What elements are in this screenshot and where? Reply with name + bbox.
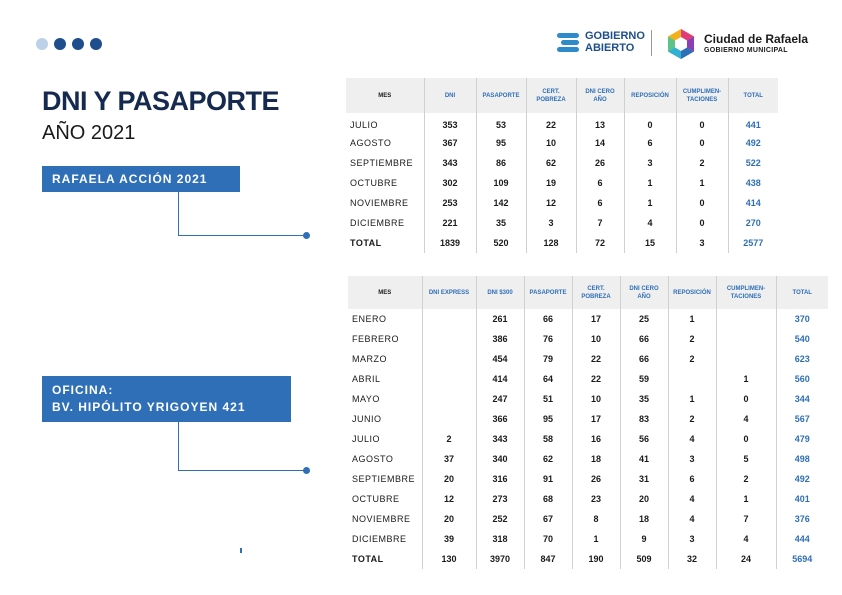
column-header: REPOSICIÓN xyxy=(624,78,676,113)
ga-line1: GOBIERNO xyxy=(585,30,645,42)
month-cell: JUNIO xyxy=(352,414,382,424)
table-cell: 3 xyxy=(624,153,676,173)
table-cell: 25 xyxy=(620,309,668,329)
month-cell: FEBRERO xyxy=(352,334,400,344)
ciudad-name: Ciudad de Rafaela xyxy=(704,32,809,46)
section2-connector-dot xyxy=(303,467,310,474)
column-header: DNI $300 xyxy=(476,276,524,309)
table-cell: 509 xyxy=(620,549,668,569)
table-cell: 18 xyxy=(620,509,668,529)
month-cell: OCTUBRE xyxy=(350,178,398,188)
month-cell: JULIO xyxy=(350,120,379,130)
dot-4 xyxy=(90,38,102,50)
table-cell: 91 xyxy=(524,469,572,489)
month-cell: TOTAL xyxy=(352,554,384,564)
table-cell: 6 xyxy=(576,193,624,213)
table-row xyxy=(348,489,828,509)
table-cell: 252 xyxy=(476,509,524,529)
table-cell: 10 xyxy=(526,133,576,153)
table-row xyxy=(348,329,828,349)
table-cell: 0 xyxy=(716,389,776,409)
table-cell: 847 xyxy=(524,549,572,569)
table-cell: 0 xyxy=(716,429,776,449)
table-cell xyxy=(422,409,476,429)
table-cell: 560 xyxy=(776,369,828,389)
table-cell: 1839 xyxy=(424,233,476,253)
table-cell: 16 xyxy=(572,429,620,449)
table-cell: 20 xyxy=(422,509,476,529)
table-cell: 10 xyxy=(572,329,620,349)
table-cell: 7 xyxy=(576,213,624,233)
table-cell: 64 xyxy=(524,369,572,389)
table-cell: 340 xyxy=(476,449,524,469)
table-row xyxy=(346,193,778,213)
table-cell: 344 xyxy=(776,389,828,409)
table-cell: 316 xyxy=(476,469,524,489)
table-cell: 2 xyxy=(668,409,716,429)
section2-label xyxy=(42,376,291,422)
table-cell: 540 xyxy=(776,329,828,349)
month-cell: JULIO xyxy=(352,434,381,444)
table-cell: 261 xyxy=(476,309,524,329)
table-cell: 83 xyxy=(620,409,668,429)
table-cell: 32 xyxy=(668,549,716,569)
month-cell: TOTAL xyxy=(350,238,382,248)
table-cell: 1 xyxy=(676,173,728,193)
total-row xyxy=(348,549,828,569)
table-cell: 221 xyxy=(424,213,476,233)
table-cell: 454 xyxy=(476,349,524,369)
table-cell: 18 xyxy=(572,449,620,469)
section1-connector xyxy=(178,192,307,236)
table-row xyxy=(348,529,828,549)
table-cell: 353 xyxy=(424,113,476,133)
table-cell: 1 xyxy=(624,173,676,193)
column-header: CERT. POBREZA xyxy=(572,276,620,309)
table-cell xyxy=(716,329,776,349)
table-cell: 3 xyxy=(676,233,728,253)
table-cell: 5694 xyxy=(776,549,828,569)
table-cell: 70 xyxy=(524,529,572,549)
month-cell: SEPTIEMBRE xyxy=(350,158,414,168)
table-row xyxy=(346,113,778,133)
dot-2 xyxy=(54,38,66,50)
table-cell: 2 xyxy=(668,329,716,349)
table-cell xyxy=(422,349,476,369)
table-cell: 302 xyxy=(424,173,476,193)
column-header: DNI xyxy=(424,78,476,113)
table-cell xyxy=(668,369,716,389)
table-cell: 26 xyxy=(576,153,624,173)
table-cell: 498 xyxy=(776,449,828,469)
table-cell: 142 xyxy=(476,193,526,213)
table-cell: 24 xyxy=(716,549,776,569)
table-cell: 128 xyxy=(526,233,576,253)
table-cell: 444 xyxy=(776,529,828,549)
table-cell: 10 xyxy=(572,389,620,409)
column-header: PASAPORTE xyxy=(524,276,572,309)
table-cell: 190 xyxy=(572,549,620,569)
table-cell: 130 xyxy=(422,549,476,569)
table-cell: 41 xyxy=(620,449,668,469)
table-cell: 0 xyxy=(676,213,728,233)
table-cell: 22 xyxy=(526,113,576,133)
column-header: DNI EXPRESS xyxy=(422,276,476,309)
table-cell: 401 xyxy=(776,489,828,509)
table-cell: 343 xyxy=(424,153,476,173)
table-cell: 66 xyxy=(620,329,668,349)
table-row xyxy=(348,369,828,389)
table-cell: 567 xyxy=(776,409,828,429)
table-cell: 95 xyxy=(524,409,572,429)
column-header: MES xyxy=(348,276,422,309)
table-row xyxy=(346,133,778,153)
table-cell: 17 xyxy=(572,309,620,329)
table-cell: 441 xyxy=(728,113,778,133)
table-cell: 4 xyxy=(668,429,716,449)
table-cell: 3 xyxy=(668,529,716,549)
table-cell: 522 xyxy=(728,153,778,173)
table-cell: 414 xyxy=(476,369,524,389)
table-cell: 37 xyxy=(422,449,476,469)
table-cell: 2577 xyxy=(728,233,778,253)
table-cell: 1 xyxy=(668,309,716,329)
table-cell: 58 xyxy=(524,429,572,449)
table-cell xyxy=(716,309,776,329)
table-cell: 3 xyxy=(668,449,716,469)
month-cell: DICIEMBRE xyxy=(352,534,407,544)
table-cell: 0 xyxy=(676,133,728,153)
table-cell: 0 xyxy=(676,193,728,213)
dot-3 xyxy=(72,38,84,50)
table-cell: 6 xyxy=(668,469,716,489)
column-header: CERT. POBREZA xyxy=(526,78,576,113)
table-cell: 31 xyxy=(620,469,668,489)
ciudad-rafaela-logo xyxy=(664,27,808,61)
table-cell: 376 xyxy=(776,509,828,529)
column-header: TOTAL xyxy=(728,78,778,113)
table-cell: 15 xyxy=(624,233,676,253)
table-cell: 59 xyxy=(620,369,668,389)
column-header: TOTAL xyxy=(776,276,828,309)
section1-label: RAFAELA ACCIÓN 2021 xyxy=(42,166,240,192)
table-row xyxy=(348,389,828,409)
dot-1 xyxy=(36,38,48,50)
table-cell: 66 xyxy=(620,349,668,369)
table-cell: 1 xyxy=(572,529,620,549)
table-cell: 2 xyxy=(668,349,716,369)
pagination-dots xyxy=(36,38,102,50)
table-row xyxy=(346,173,778,193)
month-cell: NOVIEMBRE xyxy=(352,514,411,524)
table-row xyxy=(348,509,828,529)
table-cell xyxy=(422,369,476,389)
table-cell: 4 xyxy=(668,489,716,509)
month-cell: ENERO xyxy=(352,314,387,324)
table-cell: 6 xyxy=(576,173,624,193)
table-cell: 12 xyxy=(422,489,476,509)
table-cell: 1 xyxy=(624,193,676,213)
table-cell: 438 xyxy=(728,173,778,193)
table-cell: 0 xyxy=(624,113,676,133)
table-cell: 4 xyxy=(716,529,776,549)
column-header: DNI CERO AÑO xyxy=(576,78,624,113)
table-cell: 67 xyxy=(524,509,572,529)
table-cell: 3970 xyxy=(476,549,524,569)
table-row xyxy=(348,309,828,329)
table-header-row xyxy=(348,276,828,309)
table-row xyxy=(348,429,828,449)
table-cell: 72 xyxy=(576,233,624,253)
table-cell: 8 xyxy=(572,509,620,529)
table-cell: 95 xyxy=(476,133,526,153)
table-cell: 4 xyxy=(624,213,676,233)
table-cell xyxy=(422,329,476,349)
table-cell: 26 xyxy=(572,469,620,489)
table-cell: 79 xyxy=(524,349,572,369)
table-cell: 66 xyxy=(524,309,572,329)
gobierno-municipal: GOBIERNO MUNICIPAL xyxy=(704,47,788,54)
section2-label-line2: BV. HIPÓLITO YRIGOYEN 421 xyxy=(52,400,246,414)
table-cell: 0 xyxy=(676,113,728,133)
table-cell: 253 xyxy=(424,193,476,213)
oficina-table xyxy=(348,276,828,569)
table-row xyxy=(348,449,828,469)
month-cell: OCTUBRE xyxy=(352,494,400,504)
column-header: REPOSICIÓN xyxy=(668,276,716,309)
table-cell: 35 xyxy=(476,213,526,233)
table-row xyxy=(348,349,828,369)
column-header: MES xyxy=(346,78,424,113)
table-cell: 492 xyxy=(776,469,828,489)
table-cell: 62 xyxy=(524,449,572,469)
table-cell: 492 xyxy=(728,133,778,153)
table-cell: 4 xyxy=(716,409,776,429)
table-cell: 6 xyxy=(624,133,676,153)
table-cell: 1 xyxy=(668,389,716,409)
table-cell: 2 xyxy=(676,153,728,173)
table-cell: 479 xyxy=(776,429,828,449)
column-header: PASAPORTE xyxy=(476,78,526,113)
gobierno-abierto-text xyxy=(585,30,645,54)
section2-connector xyxy=(178,422,307,471)
column-header: CUMPLIMEN- TACIONES xyxy=(716,276,776,309)
table-cell: 20 xyxy=(620,489,668,509)
table-cell: 53 xyxy=(476,113,526,133)
table-cell: 1 xyxy=(716,369,776,389)
hexagon-logo-icon xyxy=(664,27,698,61)
page-subtitle-year: AÑO 2021 xyxy=(42,122,136,144)
table-row xyxy=(348,469,828,489)
table-cell: 23 xyxy=(572,489,620,509)
table-cell: 4 xyxy=(668,509,716,529)
table-cell: 270 xyxy=(728,213,778,233)
table-cell: 12 xyxy=(526,193,576,213)
table-cell: 51 xyxy=(524,389,572,409)
gobierno-abierto-icon xyxy=(557,31,579,53)
table-cell: 367 xyxy=(424,133,476,153)
table-cell: 7 xyxy=(716,509,776,529)
table-cell: 35 xyxy=(620,389,668,409)
rafaela-accion-table xyxy=(346,78,778,253)
table-row xyxy=(346,153,778,173)
column-header: CUMPLIMEN- TACIONES xyxy=(676,78,728,113)
table-cell: 318 xyxy=(476,529,524,549)
month-cell: SEPTIEMBRE xyxy=(352,474,416,484)
table-cell: 62 xyxy=(526,153,576,173)
table-cell: 39 xyxy=(422,529,476,549)
table-cell: 370 xyxy=(776,309,828,329)
table-cell: 68 xyxy=(524,489,572,509)
table-cell: 366 xyxy=(476,409,524,429)
decorative-mark xyxy=(240,548,242,553)
table-row xyxy=(346,213,778,233)
month-cell: MARZO xyxy=(352,354,387,364)
table-cell: 247 xyxy=(476,389,524,409)
table-cell: 2 xyxy=(716,469,776,489)
table-cell: 20 xyxy=(422,469,476,489)
month-cell: ABRIL xyxy=(352,374,381,384)
table-cell: 22 xyxy=(572,349,620,369)
table-cell: 17 xyxy=(572,409,620,429)
table-cell: 273 xyxy=(476,489,524,509)
gobierno-abierto-logo xyxy=(557,30,645,54)
table-header-row xyxy=(346,78,778,113)
table-cell: 386 xyxy=(476,329,524,349)
month-cell: AGOSTO xyxy=(352,454,394,464)
table-cell: 14 xyxy=(576,133,624,153)
table-cell: 1 xyxy=(716,489,776,509)
table-cell: 86 xyxy=(476,153,526,173)
table-cell: 9 xyxy=(620,529,668,549)
section2-label-line1: OFICINA: xyxy=(52,383,114,397)
table-cell: 623 xyxy=(776,349,828,369)
month-cell: DICIEMBRE xyxy=(350,218,405,228)
table-cell: 2 xyxy=(422,429,476,449)
table-cell: 5 xyxy=(716,449,776,469)
month-cell: MAYO xyxy=(352,394,380,404)
page-title: DNI Y PASAPORTE xyxy=(42,86,280,116)
table-cell: 56 xyxy=(620,429,668,449)
logo-divider xyxy=(651,30,652,56)
table-cell: 520 xyxy=(476,233,526,253)
table-cell: 22 xyxy=(572,369,620,389)
table-cell: 414 xyxy=(728,193,778,213)
table-cell xyxy=(716,349,776,369)
table-row xyxy=(348,409,828,429)
month-cell: NOVIEMBRE xyxy=(350,198,409,208)
table-cell: 13 xyxy=(576,113,624,133)
table-cell xyxy=(422,389,476,409)
table-cell xyxy=(422,309,476,329)
month-cell: AGOSTO xyxy=(350,138,392,148)
table-cell: 3 xyxy=(526,213,576,233)
section1-connector-dot xyxy=(303,232,310,239)
table-cell: 343 xyxy=(476,429,524,449)
table-cell: 19 xyxy=(526,173,576,193)
table-cell: 109 xyxy=(476,173,526,193)
table-cell: 76 xyxy=(524,329,572,349)
ga-line2: ABIERTO xyxy=(585,42,635,54)
column-header: DNI CERO AÑO xyxy=(620,276,668,309)
total-row xyxy=(346,233,778,253)
